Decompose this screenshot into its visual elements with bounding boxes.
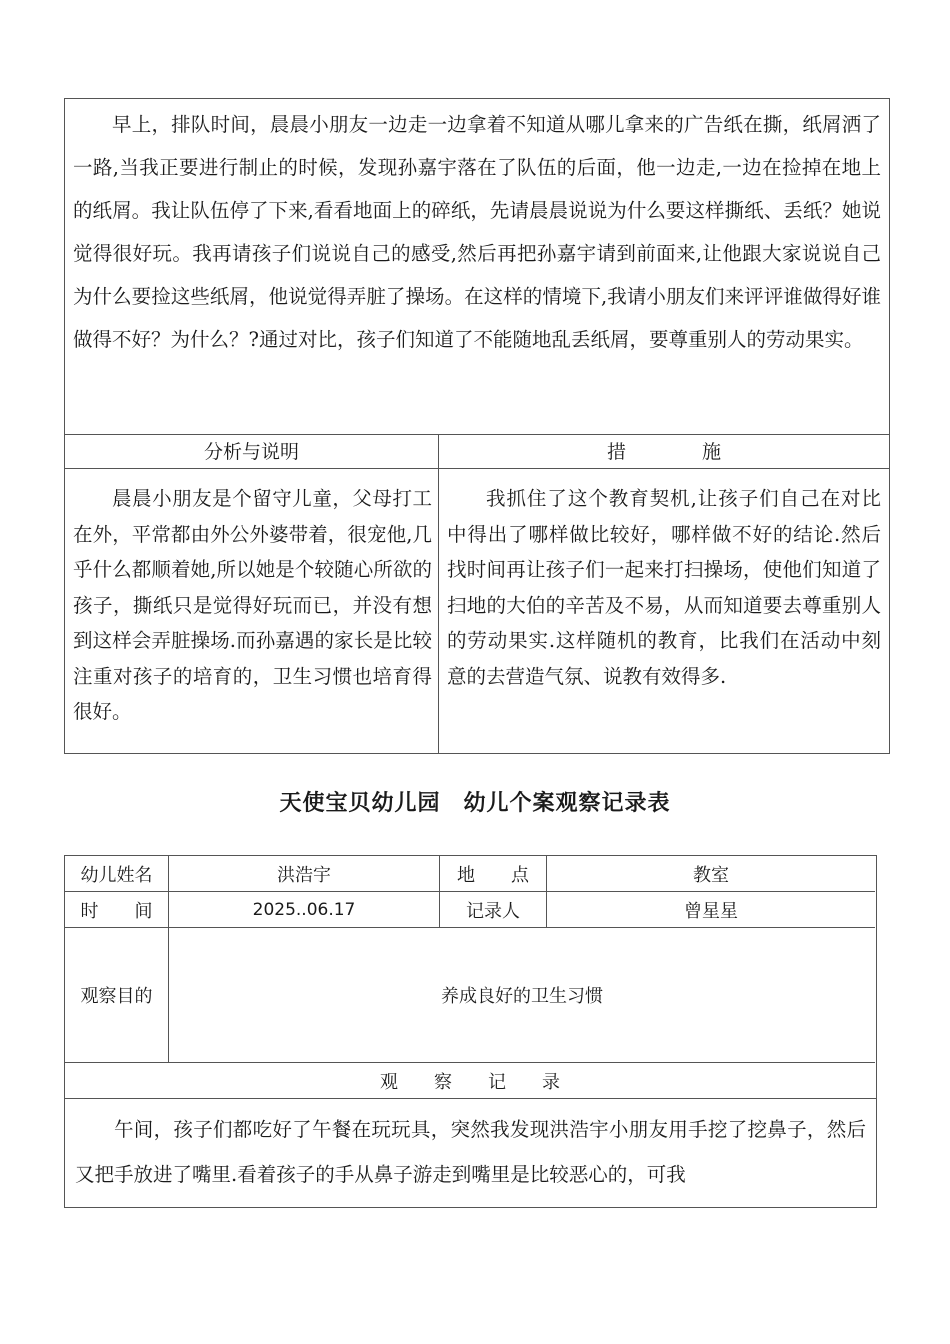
- analysis-header: 分析与说明: [65, 435, 439, 469]
- measures-text: 我抓住了这个教育契机,让孩子们自己在对比中得出了哪样做比较好，哪样做不好的结论.然后找时间再让孩子们一起来打扫操场，使他们知道了扫地的大伯的辛苦及不易，从而知道要去尊重别人的劳动果实.这样随机的教育，比我们在活动中刻意的去营造气氛、说教有效得多.: [447, 487, 881, 688]
- purpose-value: 养成良好的卫生习惯: [169, 927, 875, 1062]
- analysis-text: 晨晨小朋友是个留守儿童，父母打工在外，平常都由外公外婆带着，很宠他,几乎什么都顺着她,所以她是个较随心所欲的孩子，撕纸只是觉得好玩而已，并没有想到这样会弄脏操场.而孙嘉遇的家长是比较注重对孩子的培育的，卫生习惯也培育得很好。: [65, 469, 439, 753]
- time-label: 时 间: [65, 891, 169, 927]
- purpose-label: 观察目的: [65, 927, 169, 1062]
- measures-header: 措 施: [439, 435, 889, 469]
- observation-table-1: [64, 98, 890, 754]
- narrative-text: 早上，排队时间，晨晨小朋友一边走一边拿着不知道从哪儿拿来的广告纸在撕，纸屑洒了一路,当我正要进行制止的时候，发现孙嘉宇落在了队伍的后面，他一边走,一边在捡掉在地上的纸屑。我让队伍停了下来,看看地面上的碎纸，先请晨晨说说为什么要这样撕纸、丢纸？她说觉得很好玩。我再请孩子们说说自己的感受,然后再把孙嘉宇请到前面来,让他跟大家说说自己为什么要捡这些纸屑，他说觉得弄脏了操场。在这样的情境下,我请小朋友们来评评谁做得好谁做得不好？为什么？?通过对比，孩子们知道了不能随地乱丢纸屑，要尊重别人的劳动果实。: [65, 99, 889, 435]
- name-label: 幼儿姓名: [65, 856, 169, 891]
- recorder-label: 记录人: [440, 891, 547, 927]
- observation-table-2: [64, 855, 877, 1208]
- place-label: 地 点: [440, 856, 547, 891]
- time-value: 2025..06.17: [169, 891, 440, 927]
- record-text: 午间，孩子们都吃好了午餐在玩玩具，突然我发现洪浩宇小朋友用手挖了挖鼻子，然后又把手放进了嘴里.看着孩子的手从鼻子游走到嘴里是比较恶心的，可我: [65, 1098, 876, 1207]
- record-header: 观 察 记 录: [65, 1062, 875, 1098]
- page-title: 天使宝贝幼儿园 幼儿个案观察记录表: [279, 790, 671, 816]
- place-value: 教室: [693, 864, 729, 886]
- name-value: 洪浩宇: [169, 856, 440, 891]
- recorder-value: 曾星星: [547, 891, 875, 927]
